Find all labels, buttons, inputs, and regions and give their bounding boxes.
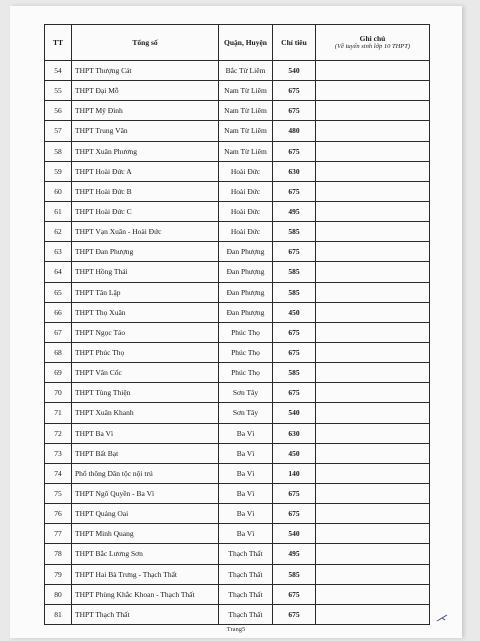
row-district: Phúc Thọ <box>219 322 273 342</box>
row-quota: 140 <box>273 463 316 483</box>
row-quota: 675 <box>273 342 316 362</box>
row-note <box>316 564 430 584</box>
row-quota: 540 <box>273 61 316 81</box>
row-quota: 585 <box>273 262 316 282</box>
row-school-name: THPT Bất Bạt <box>72 443 219 463</box>
row-note <box>316 222 430 242</box>
row-school-name: THPT Hoài Đức C <box>72 201 219 221</box>
header-district: Quận, Huyện <box>219 25 273 61</box>
row-quota: 585 <box>273 363 316 383</box>
table-row <box>45 463 430 483</box>
header-tt: TT <box>45 25 72 61</box>
row-tt: 68 <box>45 342 72 362</box>
row-quota: 675 <box>273 81 316 101</box>
row-district: Thạch Thất <box>219 544 273 564</box>
row-quota: 675 <box>273 483 316 503</box>
row-quota: 450 <box>273 443 316 463</box>
table-header-row <box>45 25 430 61</box>
row-district: Sơn Tây <box>219 383 273 403</box>
row-school-name: THPT Hồng Thái <box>72 262 219 282</box>
row-quota: 675 <box>273 584 316 604</box>
row-note <box>316 61 430 81</box>
row-quota: 675 <box>273 604 316 624</box>
row-school-name: Phổ thông Dân tộc nội trú <box>72 463 219 483</box>
row-district: Phúc Thọ <box>219 363 273 383</box>
table-row <box>45 423 430 443</box>
row-tt: 72 <box>45 423 72 443</box>
row-note <box>316 342 430 362</box>
row-school-name: THPT Thạch Thất <box>72 604 219 624</box>
row-district: Sơn Tây <box>219 403 273 423</box>
row-school-name: THPT Hoài Đức B <box>72 181 219 201</box>
row-district: Nam Từ Liêm <box>219 101 273 121</box>
row-district: Đan Phượng <box>219 262 273 282</box>
row-quota: 585 <box>273 282 316 302</box>
table-row <box>45 564 430 584</box>
row-school-name: THPT Trung Văn <box>72 121 219 141</box>
row-school-name: THPT Xuân Khanh <box>72 403 219 423</box>
table-row <box>45 81 430 101</box>
row-tt: 64 <box>45 262 72 282</box>
table-row <box>45 302 430 322</box>
row-quota: 585 <box>273 564 316 584</box>
row-tt: 63 <box>45 242 72 262</box>
table-row <box>45 383 430 403</box>
row-note <box>316 443 430 463</box>
row-school-name: THPT Vân Cốc <box>72 363 219 383</box>
row-district: Nam Từ Liêm <box>219 81 273 101</box>
row-school-name: THPT Quảng Oai <box>72 504 219 524</box>
row-district: Ba Vì <box>219 463 273 483</box>
table-row <box>45 524 430 544</box>
row-note <box>316 322 430 342</box>
table-row <box>45 584 430 604</box>
row-note <box>316 242 430 262</box>
page-footer: Trang5 <box>226 626 246 633</box>
row-school-name: THPT Đan Phượng <box>72 242 219 262</box>
row-quota: 540 <box>273 524 316 544</box>
table-body <box>45 61 430 625</box>
row-tt: 70 <box>45 383 72 403</box>
row-school-name: THPT Ba Vì <box>72 423 219 443</box>
row-district: Hoài Đức <box>219 181 273 201</box>
row-tt: 78 <box>45 544 72 564</box>
row-tt: 74 <box>45 463 72 483</box>
row-note <box>316 262 430 282</box>
row-tt: 67 <box>45 322 72 342</box>
row-district: Thạch Thất <box>219 564 273 584</box>
row-school-name: THPT Tân Lập <box>72 282 219 302</box>
row-school-name: THPT Tùng Thiện <box>72 383 219 403</box>
table-row <box>45 322 430 342</box>
row-note <box>316 483 430 503</box>
table-row <box>45 121 430 141</box>
row-tt: 66 <box>45 302 72 322</box>
row-note <box>316 524 430 544</box>
row-district: Ba Vì <box>219 524 273 544</box>
row-tt: 77 <box>45 524 72 544</box>
row-note <box>316 403 430 423</box>
table-row <box>45 61 430 81</box>
row-school-name: THPT Mỹ Đình <box>72 101 219 121</box>
table-row <box>45 101 430 121</box>
row-district: Hoài Đức <box>219 222 273 242</box>
row-tt: 54 <box>45 61 72 81</box>
row-note <box>316 161 430 181</box>
row-note <box>316 584 430 604</box>
row-school-name: THPT Ngô Quyền - Ba Vì <box>72 483 219 503</box>
row-school-name: THPT Ngọc Tảo <box>72 322 219 342</box>
row-note <box>316 383 430 403</box>
row-district: Ba Vì <box>219 443 273 463</box>
row-district: Bắc Từ Liêm <box>219 61 273 81</box>
row-quota: 675 <box>273 141 316 161</box>
table-row <box>45 604 430 624</box>
header-note-title: Ghi chú <box>359 33 386 43</box>
table-row <box>45 363 430 383</box>
row-tt: 79 <box>45 564 72 584</box>
row-tt: 65 <box>45 282 72 302</box>
table-row <box>45 201 430 221</box>
row-tt: 61 <box>45 201 72 221</box>
row-district: Ba Vì <box>219 423 273 443</box>
row-district: Đan Phượng <box>219 242 273 262</box>
row-tt: 80 <box>45 584 72 604</box>
table-row <box>45 544 430 564</box>
row-school-name: THPT Phúc Thọ <box>72 342 219 362</box>
header-note <box>316 25 430 61</box>
row-tt: 69 <box>45 363 72 383</box>
row-quota: 630 <box>273 423 316 443</box>
row-district: Đan Phượng <box>219 282 273 302</box>
row-quota: 675 <box>273 101 316 121</box>
row-note <box>316 504 430 524</box>
row-district: Ba Vì <box>219 483 273 503</box>
row-tt: 60 <box>45 181 72 201</box>
row-quota: 450 <box>273 302 316 322</box>
row-note <box>316 101 430 121</box>
row-note <box>316 121 430 141</box>
table-row <box>45 403 430 423</box>
table-row <box>45 161 430 181</box>
row-tt: 55 <box>45 81 72 101</box>
row-quota: 585 <box>273 222 316 242</box>
row-district: Đan Phượng <box>219 302 273 322</box>
row-tt: 71 <box>45 403 72 423</box>
pen-mark-icon <box>436 614 448 622</box>
table-row <box>45 181 430 201</box>
row-note <box>316 544 430 564</box>
row-school-name: THPT Thọ Xuân <box>72 302 219 322</box>
row-quota: 675 <box>273 322 316 342</box>
document-page <box>10 6 462 638</box>
row-school-name: THPT Bắc Lương Sơn <box>72 544 219 564</box>
row-note <box>316 181 430 201</box>
row-tt: 75 <box>45 483 72 503</box>
row-school-name: THPT Đại Mỗ <box>72 81 219 101</box>
row-district: Hoài Đức <box>219 161 273 181</box>
table-row <box>45 504 430 524</box>
table-row <box>45 262 430 282</box>
table-row <box>45 282 430 302</box>
row-tt: 62 <box>45 222 72 242</box>
row-quota: 675 <box>273 242 316 262</box>
row-district: Ba Vì <box>219 504 273 524</box>
row-school-name: THPT Xuân Phương <box>72 141 219 161</box>
row-tt: 58 <box>45 141 72 161</box>
table-row <box>45 342 430 362</box>
row-quota: 495 <box>273 201 316 221</box>
row-district: Thạch Thất <box>219 604 273 624</box>
row-school-name: THPT Vạn Xuân - Hoài Đức <box>72 222 219 242</box>
row-school-name: THPT Thượng Cát <box>72 61 219 81</box>
row-tt: 81 <box>45 604 72 624</box>
row-district: Nam Từ Liêm <box>219 121 273 141</box>
row-school-name: THPT Phùng Khắc Khoan - Thạch Thất <box>72 584 219 604</box>
row-tt: 56 <box>45 101 72 121</box>
header-quota: Chỉ tiêu <box>273 25 316 61</box>
header-note-subtitle: (Về tuyển sinh lớp 10 THPT) <box>334 43 411 51</box>
table-row <box>45 443 430 463</box>
row-quota: 630 <box>273 161 316 181</box>
row-tt: 73 <box>45 443 72 463</box>
row-note <box>316 81 430 101</box>
row-note <box>316 201 430 221</box>
row-school-name: THPT Hai Bà Trưng - Thạch Thất <box>72 564 219 584</box>
row-quota: 540 <box>273 403 316 423</box>
row-quota: 675 <box>273 383 316 403</box>
table-row <box>45 242 430 262</box>
row-note <box>316 282 430 302</box>
row-quota: 480 <box>273 121 316 141</box>
row-quota: 675 <box>273 504 316 524</box>
row-tt: 57 <box>45 121 72 141</box>
table-row <box>45 222 430 242</box>
row-district: Hoài Đức <box>219 201 273 221</box>
row-note <box>316 604 430 624</box>
row-note <box>316 463 430 483</box>
row-district: Nam Từ Liêm <box>219 141 273 161</box>
row-tt: 76 <box>45 504 72 524</box>
row-note <box>316 423 430 443</box>
row-district: Phúc Thọ <box>219 342 273 362</box>
table-row <box>45 483 430 503</box>
row-note <box>316 363 430 383</box>
row-tt: 59 <box>45 161 72 181</box>
row-quota: 495 <box>273 544 316 564</box>
row-school-name: THPT Minh Quang <box>72 524 219 544</box>
row-note <box>316 302 430 322</box>
school-quota-table <box>44 24 430 625</box>
row-school-name: THPT Hoài Đức A <box>72 161 219 181</box>
row-quota: 675 <box>273 181 316 201</box>
row-note <box>316 141 430 161</box>
header-name: Tổng số <box>72 25 219 61</box>
row-district: Thạch Thất <box>219 584 273 604</box>
table-row <box>45 141 430 161</box>
